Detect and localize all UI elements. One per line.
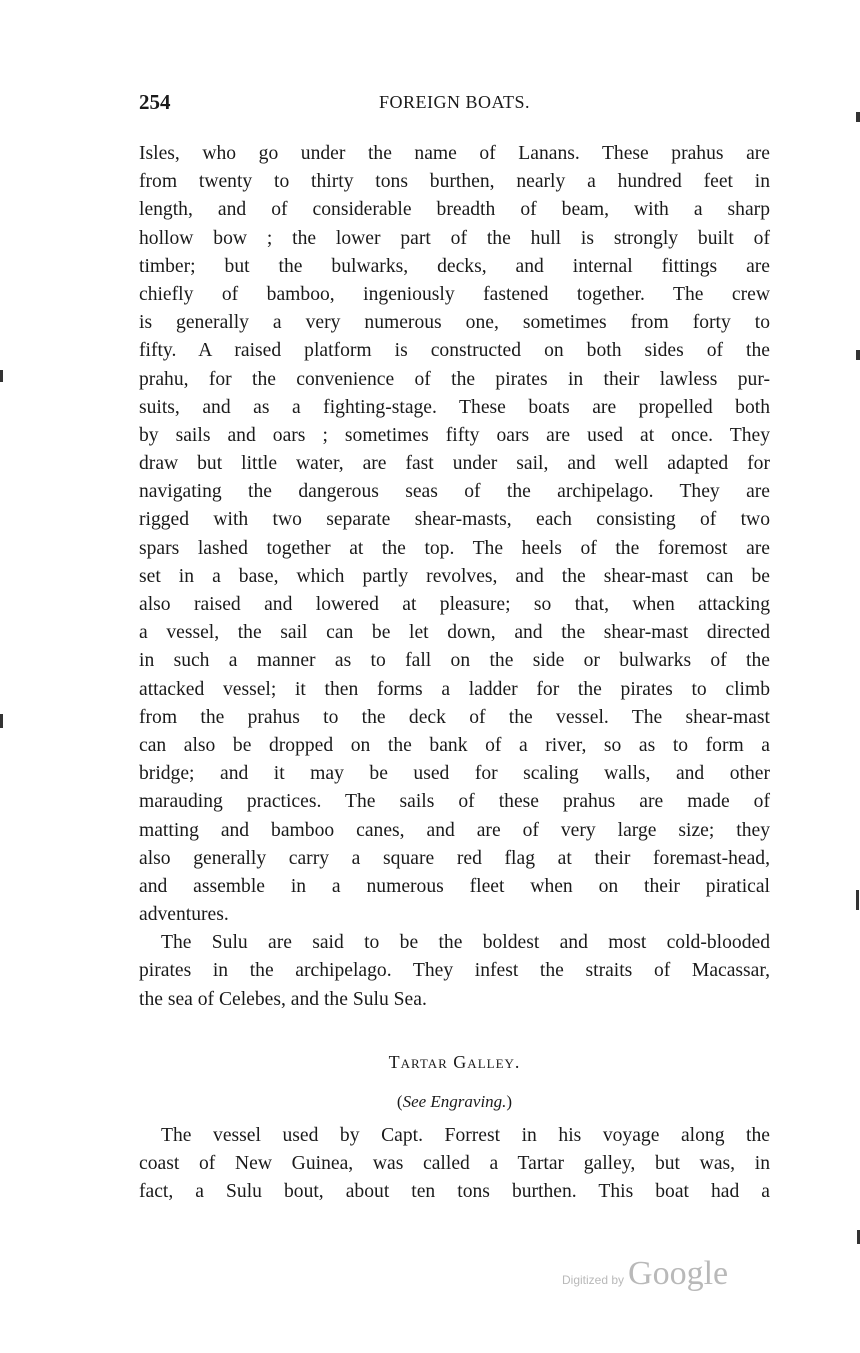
text-line: fifty. A raised platform is constructed on both sides of the: [139, 340, 770, 362]
paragraph-3: [139, 1122, 770, 1207]
text-line: the sea of Celebes, and the Sulu Sea.: [139, 988, 427, 1010]
text-line: and assemble in a numerous fleet when on their piratical: [139, 875, 770, 897]
paren-open: (: [396, 1092, 403, 1111]
text-line: prahu, for the convenience of the pirates in their lawless pur-: [139, 368, 770, 390]
section-heading: Tartar Galley.: [388, 1052, 521, 1072]
scan-mark: [0, 370, 3, 382]
watermark-prefix: Digitized by: [562, 1273, 625, 1287]
text-line: suits, and as a fighting-stage. These boats are propelled both: [139, 396, 770, 418]
text-line: adventures.: [139, 904, 229, 926]
text-line: pirates in the archipelago. They infest the straits of Macassar,: [139, 960, 770, 982]
paragraph-1: [139, 140, 770, 1014]
text-line: draw but little water, are fast under sail, and well adapted for: [139, 453, 770, 475]
text-line: fact, a Sulu bout, about ten tons burthen. This boat had a: [139, 1181, 770, 1203]
text-line: in such a manner as to fall on the side or bulwarks of the: [139, 650, 770, 672]
digitized-watermark: [562, 1255, 728, 1293]
page-number: 254: [139, 90, 171, 114]
text-line: Isles, who go under the name of Lanans. These prahus are: [139, 143, 770, 164]
google-logo: Google: [628, 1255, 729, 1292]
text-line: attacked vessel; it then forms a ladder for the pirates to climb: [139, 678, 770, 700]
text-line: length, and of considerable breadth of beam, with a sharp: [139, 199, 770, 221]
text-line: timber; but the bulwarks, decks, and internal fittings are: [139, 255, 770, 277]
scan-mark: [0, 714, 3, 728]
text-line: matting and bamboo canes, and are of very large size; they: [139, 819, 770, 841]
text-line: rigged with two separate shear-masts, each consisting of two: [139, 509, 770, 531]
engraving-note-text: See Engraving.: [402, 1092, 507, 1111]
text-line: spars lashed together at the top. The heels of the foremost are: [139, 537, 770, 559]
text-line: chiefly of bamboo, ingeniously fastened together. The crew: [139, 283, 770, 305]
text-line: from the prahus to the deck of the vessel. The shear-mast: [139, 706, 770, 728]
text-line: also raised and lowered at pleasure; so that, when attacking: [139, 594, 770, 615]
scan-mark: [856, 350, 860, 360]
engraving-note: [139, 1092, 770, 1112]
text-line: marauding practices. The sails of these prahus are made of: [139, 791, 770, 813]
text-line: The vessel used by Capt. Forrest in his voyage along the: [161, 1125, 770, 1146]
page-header: [139, 90, 770, 120]
text-line: hollow bow ; the lower part of the hull is strongly built of: [139, 227, 770, 249]
text-line: navigating the dangerous seas of the archipelago. They are: [139, 481, 770, 503]
text-line: can also be dropped on the bank of a river, so as to form a: [139, 734, 770, 756]
text-line: by sails and oars ; sometimes fifty oars are used at once. They: [139, 424, 770, 446]
running-title: FOREIGN BOATS.: [378, 92, 531, 112]
text-line: also generally carry a square red flag at their foremast-head,: [139, 847, 770, 869]
text-line: The Sulu are said to be the boldest and most cold-blooded: [161, 932, 770, 954]
text-line: from twenty to thirty tons burthen, nearly a hundred feet in: [139, 171, 770, 193]
scan-mark: [856, 890, 859, 910]
scan-mark: [856, 112, 860, 122]
text-line: coast of New Guinea, was called a Tartar galley, but was, in: [139, 1153, 770, 1175]
paren-close: ): [506, 1092, 513, 1111]
text-line: a vessel, the sail can be let down, and the shear-mast directed: [139, 622, 770, 644]
text-line: is generally a very numerous one, sometimes from forty to: [139, 312, 770, 334]
text-line: bridge; and it may be used for scaling walls, and other: [139, 763, 770, 785]
text-line: set in a base, which partly revolves, and the shear-mast can be: [139, 565, 770, 587]
